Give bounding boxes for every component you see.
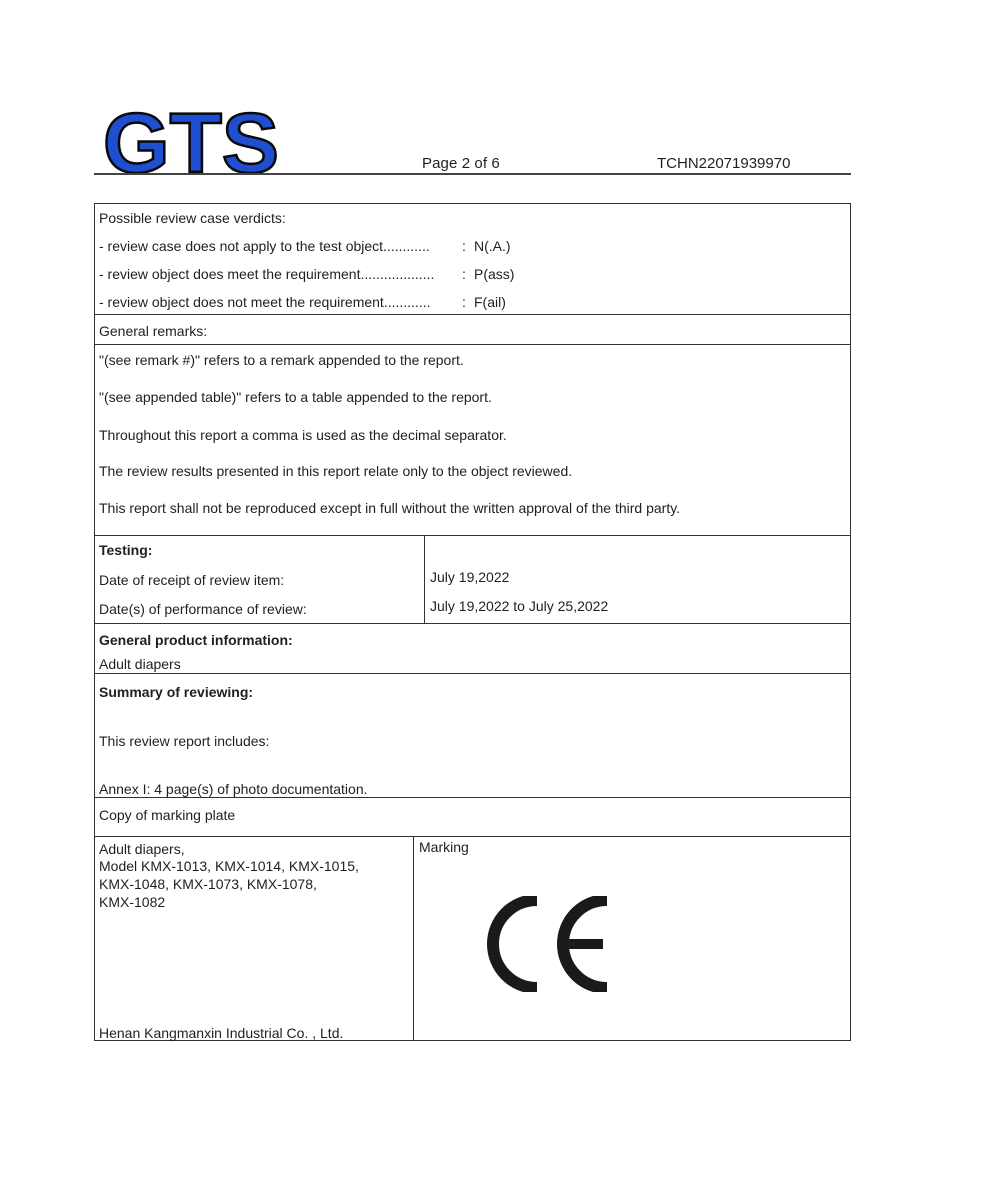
marking-label: Marking xyxy=(419,839,469,855)
header-divider xyxy=(94,173,851,175)
report-number: TCHN22071939970 xyxy=(657,155,791,172)
verdict-pass-value: P(ass) xyxy=(474,266,515,282)
verdict-fail-value: F(ail) xyxy=(474,294,506,310)
product-line: KMX-1082 xyxy=(99,894,166,910)
product-info-title: General product information: xyxy=(99,632,293,648)
verdict-na-value: N(.A.) xyxy=(474,238,511,254)
remarks-title-divider xyxy=(94,344,851,345)
remark-line: The review results presented in this report relate only to the object reviewed. xyxy=(99,463,573,479)
verdict-pass-sep: : xyxy=(462,266,466,282)
page-number: Page 2 of 6 xyxy=(422,155,500,172)
product-info-value: Adult diapers xyxy=(99,656,181,672)
general-remarks-title: General remarks: xyxy=(99,323,208,339)
summary-title: Summary of reviewing: xyxy=(99,684,254,700)
testing-column-divider xyxy=(424,535,425,624)
ce-mark-icon xyxy=(479,896,611,992)
testing-title: Testing: xyxy=(99,542,153,558)
receipt-date-value: July 19,2022 xyxy=(430,569,510,585)
marking-plate-title: Copy of marking plate xyxy=(99,807,236,823)
verdict-pass-text: - review object does meet the requirement................... xyxy=(99,266,435,282)
marking-column-divider xyxy=(413,836,414,1041)
svg-text:GTS: GTS xyxy=(103,104,279,178)
remark-line: "(see remark #)" refers to a remark appended to the report. xyxy=(99,352,464,368)
verdict-na-text: - review case does not apply to the test object............ xyxy=(99,238,430,254)
verdict-fail-text: - review object does not meet the requirement............ xyxy=(99,294,431,310)
performance-dates-label: Date(s) of performance of review: xyxy=(99,601,307,617)
performance-dates-value: July 19,2022 to July 25,2022 xyxy=(430,598,609,614)
manufacturer-name: Henan Kangmanxin Industrial Co. , Ltd. xyxy=(99,1025,344,1041)
remark-line: "(see appended table)" refers to a table appended to the report. xyxy=(99,389,492,405)
verdict-fail-sep: : xyxy=(462,294,466,310)
summary-annex: Annex I: 4 page(s) of photo documentation. xyxy=(99,781,368,797)
product-info-section xyxy=(94,623,851,674)
receipt-date-label: Date of receipt of review item: xyxy=(99,572,285,588)
remark-line: This report shall not be reproduced except in full without the written approval of the third party. xyxy=(99,500,681,516)
remark-line: Throughout this report a comma is used as the decimal separator. xyxy=(99,427,507,443)
product-line: KMX-1048, KMX-1073, KMX-1078, xyxy=(99,876,317,892)
verdict-na-sep: : xyxy=(462,238,466,254)
product-line: Adult diapers, xyxy=(99,841,185,857)
summary-includes: This review report includes: xyxy=(99,733,270,749)
verdicts-title: Possible review case verdicts: xyxy=(99,210,286,226)
gts-logo xyxy=(101,104,283,178)
product-line: Model KMX-1013, KMX-1014, KMX-1015, xyxy=(99,858,359,874)
